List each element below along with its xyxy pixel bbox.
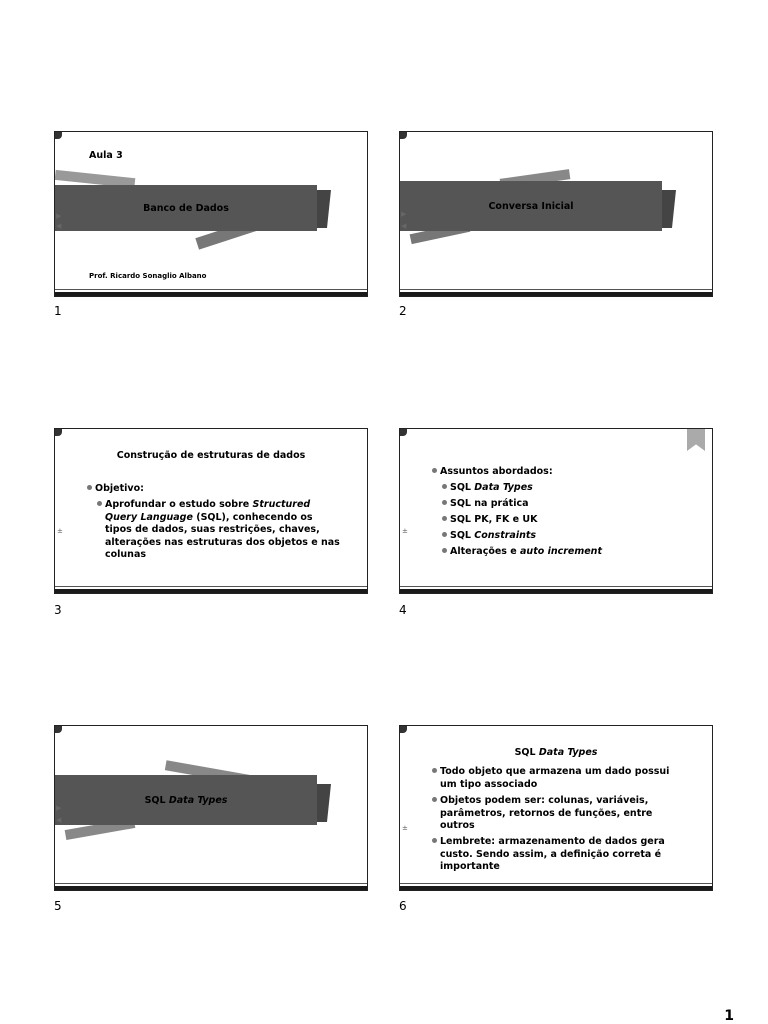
- text-segment: Data Types: [538, 747, 598, 758]
- slide-number: 5: [54, 899, 62, 913]
- bullet-item: [432, 795, 702, 833]
- slide-6: [399, 725, 713, 891]
- text-segment: tipos de dados, suas restrições, chaves,: [105, 524, 320, 535]
- bullet-text: Objetivo:: [95, 483, 144, 494]
- sub-bullet-item: [442, 514, 538, 527]
- title-band: [400, 181, 662, 231]
- text-segment: auto increment: [520, 546, 602, 557]
- bullet-icon: [442, 500, 447, 505]
- slide-1: [54, 131, 368, 297]
- slide-4: [399, 428, 713, 594]
- bullet-icon: [87, 485, 92, 490]
- bullet-icon: [442, 548, 447, 553]
- slide-bottom-bar: [55, 886, 367, 890]
- bullet-item: [432, 766, 702, 791]
- lesson-label: Aula 3: [89, 150, 123, 161]
- text-segment: Constraints: [474, 530, 537, 541]
- slide-3: [54, 428, 368, 594]
- slide-corner: [400, 429, 407, 436]
- bullet-item: [432, 836, 702, 874]
- side-marker-icon: ±: [402, 527, 408, 535]
- nav-arrow-icon: ▶: [401, 210, 407, 218]
- bullet-icon: [432, 838, 437, 843]
- text-segment: importante: [440, 861, 500, 872]
- slide-title: Construção de estruturas de dados: [116, 450, 306, 461]
- sub-bullet-item: [442, 546, 602, 559]
- text-segment: Alterações e: [450, 546, 521, 557]
- slide-bottom-bar: [400, 292, 712, 296]
- slide-number: 2: [399, 304, 407, 318]
- slide-corner: [55, 429, 62, 436]
- band-title: Banco de Dados: [143, 202, 229, 214]
- text-segment: alterações nas estruturas dos objetos e nas: [105, 536, 340, 548]
- side-marker-icon: ±: [402, 824, 408, 832]
- text-segment: Objetos podem ser: colunas, variáveis,: [440, 795, 649, 806]
- slide-bottom-bar: [55, 589, 367, 593]
- bullet-icon: [432, 768, 437, 773]
- nav-arrow-icon: ◀: [56, 222, 62, 230]
- title-band: [55, 185, 317, 231]
- text-segment: Todo objeto que armazena um dado possui: [440, 766, 670, 777]
- text-segment: parâmetros, retornos de funções, entre: [440, 807, 653, 819]
- text-segment: um tipo associado: [440, 778, 538, 790]
- sub-bullet-item: [442, 482, 533, 495]
- slide-corner: [55, 726, 62, 733]
- text-segment: SQL: [514, 747, 539, 758]
- slide-corner: [55, 132, 62, 139]
- bullet-item: [432, 466, 553, 479]
- slide-number: 3: [54, 603, 62, 617]
- text-segment: colunas: [105, 549, 147, 560]
- band-title: [145, 795, 228, 806]
- text-segment: SQL na prática: [450, 498, 529, 509]
- band-title: Conversa Inicial: [488, 200, 574, 212]
- slide-number: 6: [399, 899, 407, 913]
- page-number: 1: [724, 1008, 734, 1024]
- slide-title: [400, 747, 712, 758]
- text-segment: SQL PK, FK e UK: [450, 514, 538, 525]
- text-segment: SQL: [144, 794, 169, 806]
- text-segment: SQL: [450, 530, 475, 541]
- slide-bottom-bar: [55, 292, 367, 296]
- title-band: [55, 775, 317, 825]
- bullet-icon: [432, 797, 437, 802]
- nav-arrow-icon: ▶: [56, 212, 62, 220]
- slide-bottom-bar: [400, 589, 712, 593]
- text-segment: Lembrete: armazenamento de dados gera: [440, 836, 665, 847]
- text-segment: SQL: [450, 482, 475, 493]
- text-segment: (SQL), conhecendo os: [192, 511, 313, 523]
- text-segment: Aprofundar o estudo sobre: [105, 499, 253, 510]
- bullet-text: Assuntos abordados:: [440, 466, 553, 477]
- slide-number: 4: [399, 603, 407, 617]
- text-segment: custo. Sendo assim, a definição correta é: [440, 848, 662, 860]
- sub-bullet-item: [442, 498, 529, 511]
- bullet-icon: [97, 501, 102, 506]
- nav-arrow-icon: ▶: [56, 804, 62, 812]
- slide-corner: [400, 726, 407, 733]
- text-segment: Data Types: [168, 794, 228, 806]
- bullet-icon: [442, 484, 447, 489]
- sub-bullet-item: [442, 530, 536, 543]
- nav-arrow-icon: ◀: [401, 222, 407, 230]
- slide-bottom-bar: [400, 886, 712, 890]
- slide-2: [399, 131, 713, 297]
- slide-corner: [400, 132, 407, 139]
- author-name: Prof. Ricardo Sonaglio Albano: [89, 272, 207, 280]
- side-marker-icon: ±: [57, 527, 63, 535]
- bullet-icon: [442, 532, 447, 537]
- slide-5: [54, 725, 368, 891]
- text-segment: Data Types: [474, 482, 533, 493]
- bullet-icon: [432, 468, 437, 473]
- bullet-icon: [442, 516, 447, 521]
- sub-bullet-item: [97, 499, 357, 562]
- bullet-item: [87, 483, 144, 496]
- text-segment: outros: [440, 820, 475, 831]
- text-segment: Query Language: [105, 511, 193, 523]
- bookmark-icon: [687, 429, 705, 451]
- text-segment: Structured: [252, 499, 311, 510]
- nav-arrow-icon: ◀: [56, 816, 62, 824]
- slide-number: 1: [54, 304, 62, 318]
